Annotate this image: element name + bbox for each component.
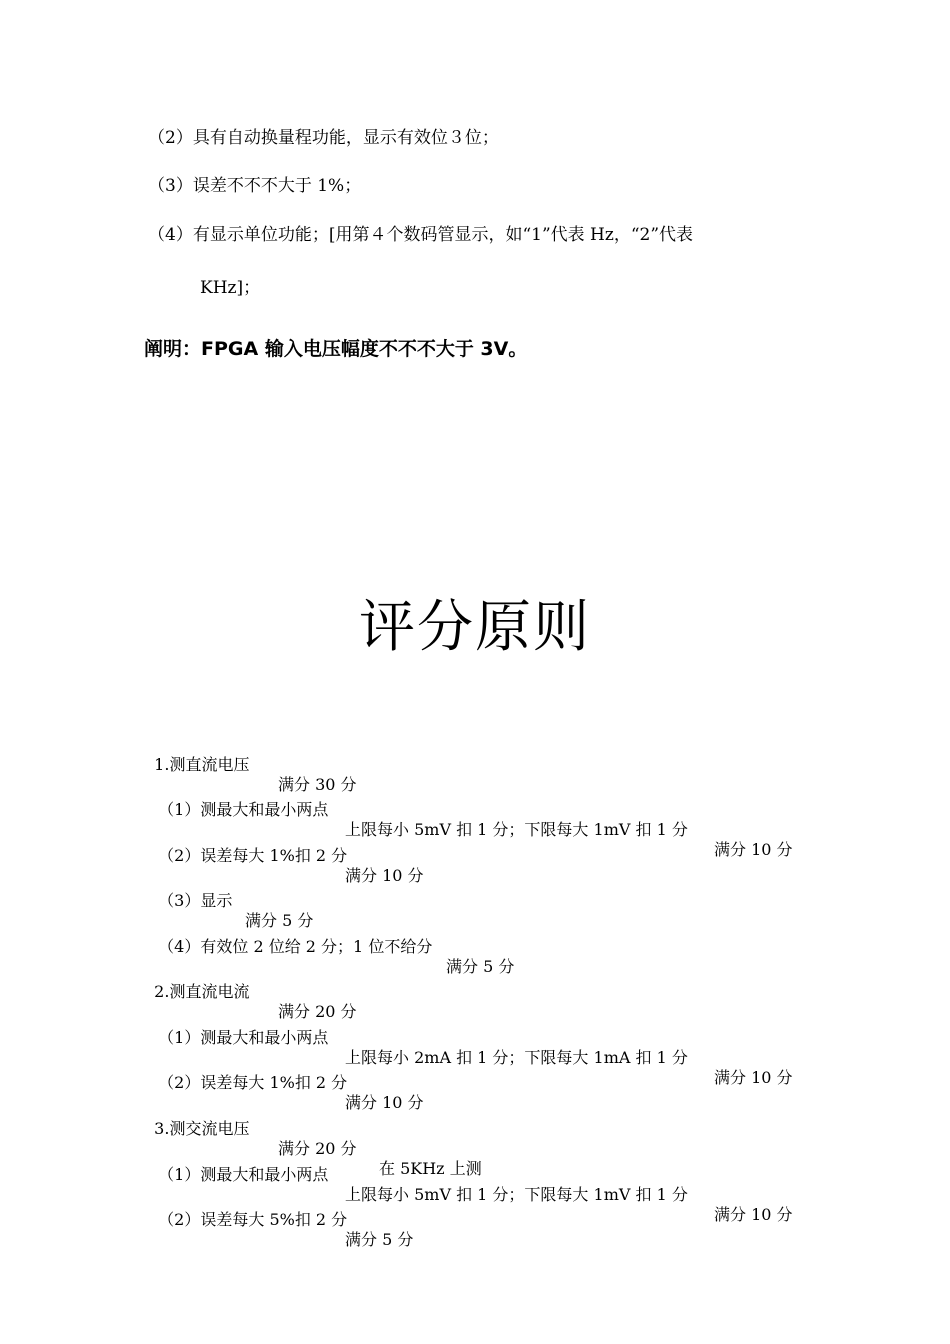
item-label: （2）误差每大 5%扣 2 分 <box>158 1210 348 1229</box>
item-label: （1）测最大和最小两点 <box>158 1028 329 1047</box>
item-label: （3）显示 <box>158 891 233 910</box>
section-score: 满分 20 分 <box>278 1139 357 1158</box>
item-label: （1）测最大和最小两点 <box>158 800 329 819</box>
item-label: （2）误差每大 1%扣 2 分 <box>158 1073 348 1092</box>
section-score: 满分 20 分 <box>278 1002 357 1021</box>
section-score: 满分 30 分 <box>278 775 357 794</box>
item-score: 满分 5 分 <box>446 957 515 976</box>
item-score: 满分 5 分 <box>345 1230 414 1249</box>
section-name: 1.测直流电压 <box>154 755 250 774</box>
item-score: 满分 10 分 <box>714 1205 793 1224</box>
requirement-item: KHz]； <box>200 278 261 298</box>
page-title: 评分原则 <box>359 595 591 660</box>
item-score: 满分 10 分 <box>345 866 424 885</box>
section-name: 2.测直流电流 <box>154 982 250 1001</box>
section-condition: 在 5KHz 上测 <box>379 1159 482 1178</box>
item-label: （1）测最大和最小两点 <box>158 1165 329 1184</box>
item-score: 满分 5 分 <box>245 911 314 930</box>
item-score: 满分 10 分 <box>714 1068 793 1087</box>
item-rule: 上限每小 5mV 扣 1 分；下限每大 1mV 扣 1 分 <box>345 1185 688 1204</box>
item-rule: 上限每小 2mA 扣 1 分；下限每大 1mA 扣 1 分 <box>345 1048 688 1067</box>
item-score: 满分 10 分 <box>714 840 793 859</box>
requirement-item: （3）误差不不不大于 1%； <box>148 176 362 196</box>
requirement-item: （2）具有自动换量程功能，显示有效位３位； <box>148 128 499 148</box>
requirement-item: （4）有显示单位功能；[用第４个数码管显示，如“1”代表 Hz，“2”代表 <box>148 225 694 245</box>
item-label: （4）有效位 2 位给 2 分；1 位不给分 <box>158 937 433 956</box>
item-score: 满分 10 分 <box>345 1093 424 1112</box>
item-rule: 上限每小 5mV 扣 1 分；下限每大 1mV 扣 1 分 <box>345 820 688 839</box>
score-item <box>148 1190 414 1250</box>
section-name: 3.测交流电压 <box>154 1119 250 1138</box>
note-text: 阐明：FPGA 输入电压幅度不不不大于 3V。 <box>144 338 528 360</box>
item-label: （2）误差每大 1%扣 2 分 <box>158 846 348 865</box>
